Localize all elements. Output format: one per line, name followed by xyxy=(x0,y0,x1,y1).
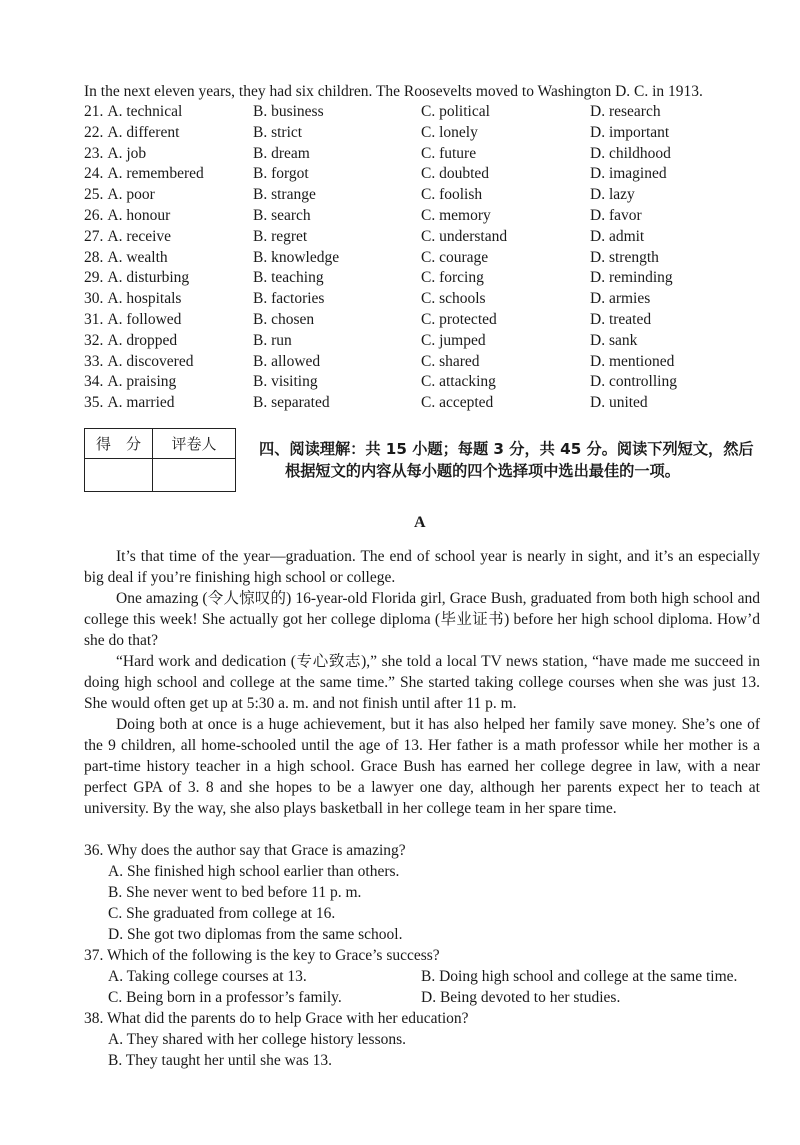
option-a-text: A. wealth xyxy=(107,248,168,266)
option-d: D. mentioned xyxy=(590,352,675,370)
option-a-text: A. remembered xyxy=(107,165,204,183)
option-row xyxy=(84,227,784,248)
option-a xyxy=(84,206,170,227)
question-number: 28. xyxy=(84,248,104,266)
question-stem: 36. Why does the author say that Grace is amazing? xyxy=(84,842,406,859)
option-a xyxy=(84,144,146,165)
option-a xyxy=(84,185,155,206)
paragraph-text: One amazing (令人惊叹的) 16-year-old Florida girl, Grace Bush, graduated from both high school and college this week! She actually got her college diploma (毕业证书) before her high school diploma. How’d she do that? xyxy=(84,590,760,649)
option-c: C. lonely xyxy=(421,123,478,141)
score-cell xyxy=(85,459,153,491)
option-b: B. allowed xyxy=(253,352,321,370)
option-row xyxy=(84,123,784,144)
option-a xyxy=(84,164,204,185)
option-a xyxy=(84,331,177,352)
question-number: 34. xyxy=(84,373,104,391)
option-d: D. lazy xyxy=(590,186,635,204)
option-row xyxy=(84,102,784,123)
option-a-text: A. hospitals xyxy=(107,290,182,308)
option-a-text: A. married xyxy=(107,394,175,412)
section-heading-line2: 根据短文的内容从每小题的四个选择项中选出最佳的一项。 xyxy=(285,462,680,480)
choice-c: C. She graduated from college at 16. xyxy=(108,905,336,922)
option-b: B. visiting xyxy=(253,373,318,391)
question-37 xyxy=(84,945,774,1008)
choice-c: C. Being born in a professor’s family. xyxy=(108,989,342,1006)
option-d: D. research xyxy=(590,103,661,120)
option-b: B. dream xyxy=(253,144,310,162)
option-row xyxy=(84,372,784,393)
option-row xyxy=(84,289,784,310)
option-c: C. attacking xyxy=(421,373,496,391)
option-b: B. run xyxy=(253,331,292,349)
section-heading-line1: 四、阅读理解：共 15 小题；每题 3 分，共 45 分。阅读下列短文，然后 xyxy=(259,440,754,458)
option-d: D. strength xyxy=(590,248,659,266)
paragraph xyxy=(84,714,760,819)
option-c: C. schools xyxy=(421,290,486,308)
option-a xyxy=(84,102,182,123)
option-c: C. understand xyxy=(421,227,508,245)
choice-row xyxy=(84,966,774,987)
option-c: C. shared xyxy=(421,352,480,370)
paragraph xyxy=(84,651,760,714)
option-d: D. united xyxy=(590,394,648,412)
option-c: C. doubted xyxy=(421,165,490,183)
section-heading xyxy=(259,438,779,482)
question-36 xyxy=(84,840,774,945)
option-a xyxy=(84,372,176,393)
paragraph-text: Doing both at once is a huge achievement, but it has also helped her family save money. She’s one of the 9 children, all home-schooled until the age of 13. Her father is a math professor while her mother is a part-time history teacher in a high school. Grace Bush has earned her college degree in law, with a near perfect GPA of 3. 8 and she hopes to be a lawyer one day, although her parents expect her to teach at university. By the way, she also plays basketball in her college team in her spare time. xyxy=(84,716,760,817)
option-b: B. chosen xyxy=(253,310,315,328)
choice-a: A. Taking college courses at 13. xyxy=(108,968,307,985)
choice-d: D. Being devoted to her studies. xyxy=(421,989,621,1006)
option-a xyxy=(84,268,189,289)
option-b: B. search xyxy=(253,206,311,224)
option-a-text: A. job xyxy=(107,144,147,162)
score-label: 得 分 xyxy=(85,429,153,459)
option-a-text: A. followed xyxy=(107,310,182,328)
paragraph-text: “Hard work and dedication (专心致志),” she told a local TV news station, “have made me succeed in doing high school and college at the same time.” She started taking college courses when she was just 13. She would often get up at 5:30 a. m. and not finish until after 11 p. m. xyxy=(84,653,760,712)
cloze-options xyxy=(84,102,784,414)
grader-cell xyxy=(153,459,235,491)
paragraph xyxy=(84,546,760,588)
option-d: D. imagined xyxy=(590,165,667,183)
question-number: 31. xyxy=(84,310,104,328)
option-a xyxy=(84,352,193,373)
option-row xyxy=(84,206,784,227)
option-a-text: A. technical xyxy=(107,103,183,120)
option-row xyxy=(84,164,784,185)
option-a xyxy=(84,393,175,414)
option-row xyxy=(84,393,784,414)
question-number: 25. xyxy=(84,186,104,204)
option-d: D. admit xyxy=(590,227,645,245)
option-a xyxy=(84,310,181,331)
option-row xyxy=(84,248,784,269)
option-d: D. armies xyxy=(590,290,651,308)
option-row xyxy=(84,310,784,331)
question-number: 24. xyxy=(84,165,104,183)
option-a-text: A. disturbing xyxy=(107,269,190,287)
article-letter: A xyxy=(414,514,426,531)
intro-line: In the next eleven years, they had six children. The Roosevelts moved to Washington D. C. in 1913. xyxy=(84,83,703,100)
question-number: 30. xyxy=(84,290,104,308)
choice-b: B. Doing high school and college at the same time. xyxy=(421,968,738,985)
option-a xyxy=(84,248,168,269)
question-stem: 37. Which of the following is the key to Grace’s success? xyxy=(84,947,440,964)
option-a xyxy=(84,289,181,310)
question-number: 22. xyxy=(84,123,104,141)
option-d: D. important xyxy=(590,123,670,141)
option-d: D. sank xyxy=(590,331,638,349)
option-a-text: A. dropped xyxy=(107,331,178,349)
choice-d: D. She got two diplomas from the same school. xyxy=(108,926,403,943)
option-c: C. accepted xyxy=(421,394,494,412)
question-number: 26. xyxy=(84,206,104,224)
option-b: B. forgot xyxy=(253,165,309,183)
option-b: B. strange xyxy=(253,186,316,204)
option-a-text: A. honour xyxy=(107,206,171,224)
option-a-text: A. receive xyxy=(107,227,172,245)
grader-label: 评卷人 xyxy=(153,429,235,459)
option-row xyxy=(84,268,784,289)
option-c: C. forcing xyxy=(421,269,484,287)
question-number: 27. xyxy=(84,227,104,245)
question-number: 33. xyxy=(84,352,104,370)
score-table xyxy=(84,428,236,492)
option-d: D. childhood xyxy=(590,144,671,162)
option-c: C. courage xyxy=(421,248,489,266)
choice-row xyxy=(84,987,774,1008)
choice-a: A. They shared with her college history lessons. xyxy=(108,1031,407,1048)
option-c: C. future xyxy=(421,144,477,162)
option-b: B. factories xyxy=(253,290,325,308)
option-c: C. memory xyxy=(421,206,491,224)
option-row xyxy=(84,331,784,352)
question-stem: 38. What did the parents do to help Grace with her education? xyxy=(84,1010,469,1027)
option-row xyxy=(84,185,784,206)
option-c: C. jumped xyxy=(421,331,486,349)
option-b: B. strict xyxy=(253,123,303,141)
option-b: B. separated xyxy=(253,394,330,412)
option-d: D. controlling xyxy=(590,373,677,391)
option-a xyxy=(84,227,171,248)
option-row xyxy=(84,352,784,373)
option-b: B. teaching xyxy=(253,269,324,287)
option-d: D. favor xyxy=(590,206,642,224)
paragraph xyxy=(84,588,760,651)
option-c: C. political xyxy=(421,103,490,120)
question-number: 29. xyxy=(84,269,104,287)
question-number: 32. xyxy=(84,331,104,349)
choice-b: B. She never went to bed before 11 p. m. xyxy=(108,884,362,901)
option-row xyxy=(84,144,784,165)
option-a-text: A. praising xyxy=(107,373,177,391)
question-number: 23. xyxy=(84,144,104,162)
option-b: B. knowledge xyxy=(253,248,340,266)
option-d: D. treated xyxy=(590,310,652,328)
option-b: B. regret xyxy=(253,227,308,245)
option-b: B. business xyxy=(253,103,324,120)
question-number: 21. xyxy=(84,103,104,120)
option-a-text: A. different xyxy=(107,123,180,141)
option-d: D. reminding xyxy=(590,269,673,287)
paragraph-text: It’s that time of the year—graduation. The end of school year is nearly in sight, and it’s an especially big deal if you’re finishing high school or college. xyxy=(84,548,760,586)
option-c: C. protected xyxy=(421,310,497,328)
option-a xyxy=(84,123,179,144)
option-c: C. foolish xyxy=(421,186,483,204)
question-number: 35. xyxy=(84,394,104,412)
choice-b: B. They taught her until she was 13. xyxy=(108,1052,333,1069)
question-38 xyxy=(84,1008,774,1071)
choice-a: A. She finished high school earlier than others. xyxy=(108,863,400,880)
option-a-text: A. discovered xyxy=(107,352,194,370)
option-a-text: A. poor xyxy=(107,186,155,204)
